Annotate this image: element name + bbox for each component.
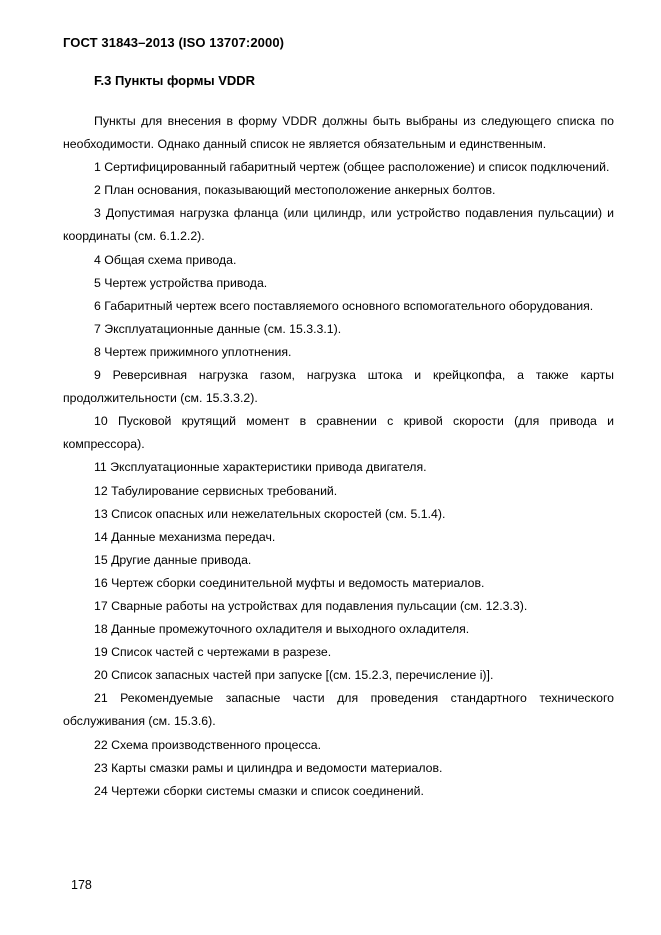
list-item: 7 Эксплуатационные данные (см. 15.3.3.1). [94, 321, 342, 336]
list-item: 14 Данные механизма передач. [94, 529, 276, 544]
list-item: 18 Данные промежуточного охладителя и выходного охладителя. [94, 622, 470, 637]
list-item: 17 Сварные работы на устройствах для подавления пульсации (см. 12.3.3). [94, 598, 528, 613]
list-item: 10 Пусковой крутящий момент в сравнении с кривой скорости (для привода и компрессора). [63, 414, 614, 452]
list-item: 21 Рекомендуемые запасные части для проведения стандартного технического обслуживания (см. 15.3.6). [63, 691, 614, 729]
list-item: 20 Список запасных частей при запуске [(см. 15.2.3, перечисление i)]. [94, 668, 494, 683]
list-item: 15 Другие данные привода. [94, 552, 252, 567]
list-item: 3 Допустимая нагрузка фланца (или цилиндр, или устройство подавления пульсации) и координаты (см. 6.1.2.2). [63, 206, 614, 244]
list-item: 1 Сертифицированный габаритный чертеж (общее расположение) и список подключений. [94, 160, 610, 175]
list-item: 19 Список частей с чертежами в разрезе. [94, 645, 332, 660]
list-item: 4 Общая схема привода. [94, 252, 237, 267]
list-item: 11 Эксплуатационные характеристики привода двигателя. [94, 460, 427, 475]
section-body [63, 110, 614, 803]
list-item: 2 План основания, показывающий местоположение анкерных болтов. [94, 183, 496, 198]
standard-header: ГОСТ 31843–2013 (ISO 13707:2000) [63, 35, 285, 50]
intro-paragraph: Пункты для внесения в форму VDDR должны быть выбраны из следующего списка по необходимости. Однако данный список не является обязательным и единственным. [63, 114, 614, 152]
list-item: 23 Карты смазки рамы и цилиндра и ведомости материалов. [94, 760, 443, 775]
list-item: 8 Чертеж прижимного уплотнения. [94, 344, 292, 359]
list-item: 13 Список опасных или нежелательных скоростей (см. 5.1.4). [94, 506, 446, 521]
section-title: F.3 Пункты формы VDDR [94, 73, 256, 88]
page-number: 178 [71, 878, 92, 892]
list-item: 24 Чертежи сборки системы смазки и список соединений. [94, 783, 424, 798]
list-item: 6 Габаритный чертеж всего поставляемого основного вспомогательного оборудования. [94, 298, 594, 313]
list-item: 5 Чертеж устройства привода. [94, 275, 268, 290]
list-item: 12 Табулирование сервисных требований. [94, 483, 338, 498]
list-item: 9 Реверсивная нагрузка газом, нагрузка штока и крейцкопфа, а также карты продолжительности (см. 15.3.3.2). [63, 368, 614, 406]
list-item: 16 Чертеж сборки соединительной муфты и ведомость материалов. [94, 575, 485, 590]
list-item: 22 Схема производственного процесса. [94, 737, 322, 752]
